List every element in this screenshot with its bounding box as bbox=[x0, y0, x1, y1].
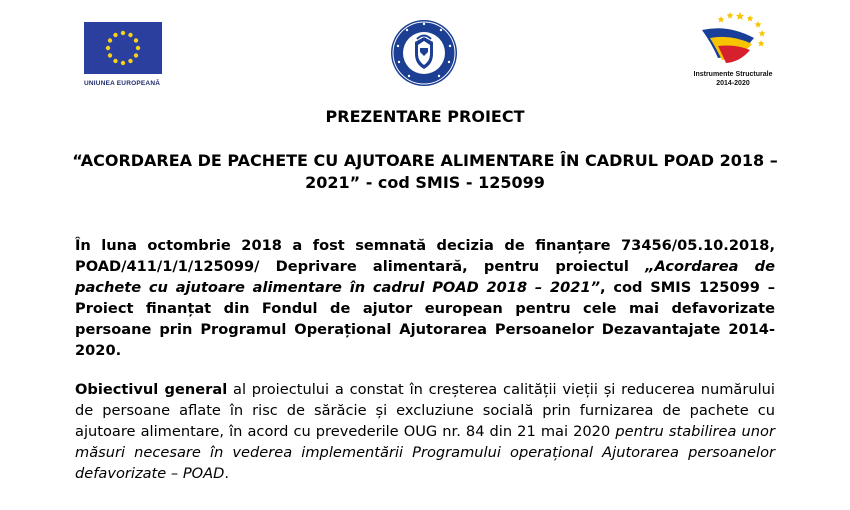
para-1-project-name: „Acordarea de pachete cu ajutoare alimentare în cadrul POAD 2018 – 2021” bbox=[75, 258, 776, 296]
para-2-bold-lead: Obiectivul general bbox=[75, 381, 228, 398]
government-seal-logo bbox=[389, 18, 459, 88]
para-2-text-end: . bbox=[224, 465, 229, 482]
eu-logo bbox=[84, 22, 166, 87]
para-1-text-start: În luna octombrie 2018 a fost semnată decizia de finanțare 73456/05.10.2018, POAD/411/1/1/125099/ Deprivare alimentară, pentru proiectul bbox=[75, 237, 775, 275]
is-caption-title: Instrumente Structurale bbox=[693, 71, 773, 78]
para-2-italic-tail: pentru stabilirea unor măsuri necesare în vederea implementării Programului operațional Ajutorarea persoanelor defavorizate – POAD bbox=[75, 423, 775, 482]
objective-paragraph bbox=[75, 379, 775, 484]
eu-flag-icon bbox=[84, 22, 162, 74]
project-title: “ACORDAREA DE PACHETE CU AJUTOARE ALIMENTARE ÎN CADRUL POAD 2018 – 2021” - cod SMIS - 125099 bbox=[72, 151, 778, 192]
eu-caption: UNIUNEA EUROPEANĂ bbox=[84, 80, 161, 87]
is-caption-years: 2014-2020 bbox=[716, 80, 750, 87]
project-description-paragraph bbox=[75, 235, 775, 361]
para-1-text-end: , cod SMIS 125099 – Proiect finanțat din Fondul de ajutor european pentru cele mai defavorizate persoane prin Programul Operațional Ajutorarea Persoanelor Dezavantajate 2014-2020. bbox=[75, 279, 775, 359]
structural-instruments-logo bbox=[688, 8, 778, 94]
page-title: PREZENTARE PROIECT bbox=[325, 107, 525, 126]
structural-instruments-caption bbox=[688, 70, 778, 88]
para-2-text-start: al proiectului a constat în creșterea calității vieții și reducerea numărului de persoane aflate în risc de sărăcie și excluziune socială prin furnizarea de pachete cu ajutoare alimentare, în acord cu prevederile OUG nr. 84 din 21 mai 2020 bbox=[75, 381, 775, 440]
